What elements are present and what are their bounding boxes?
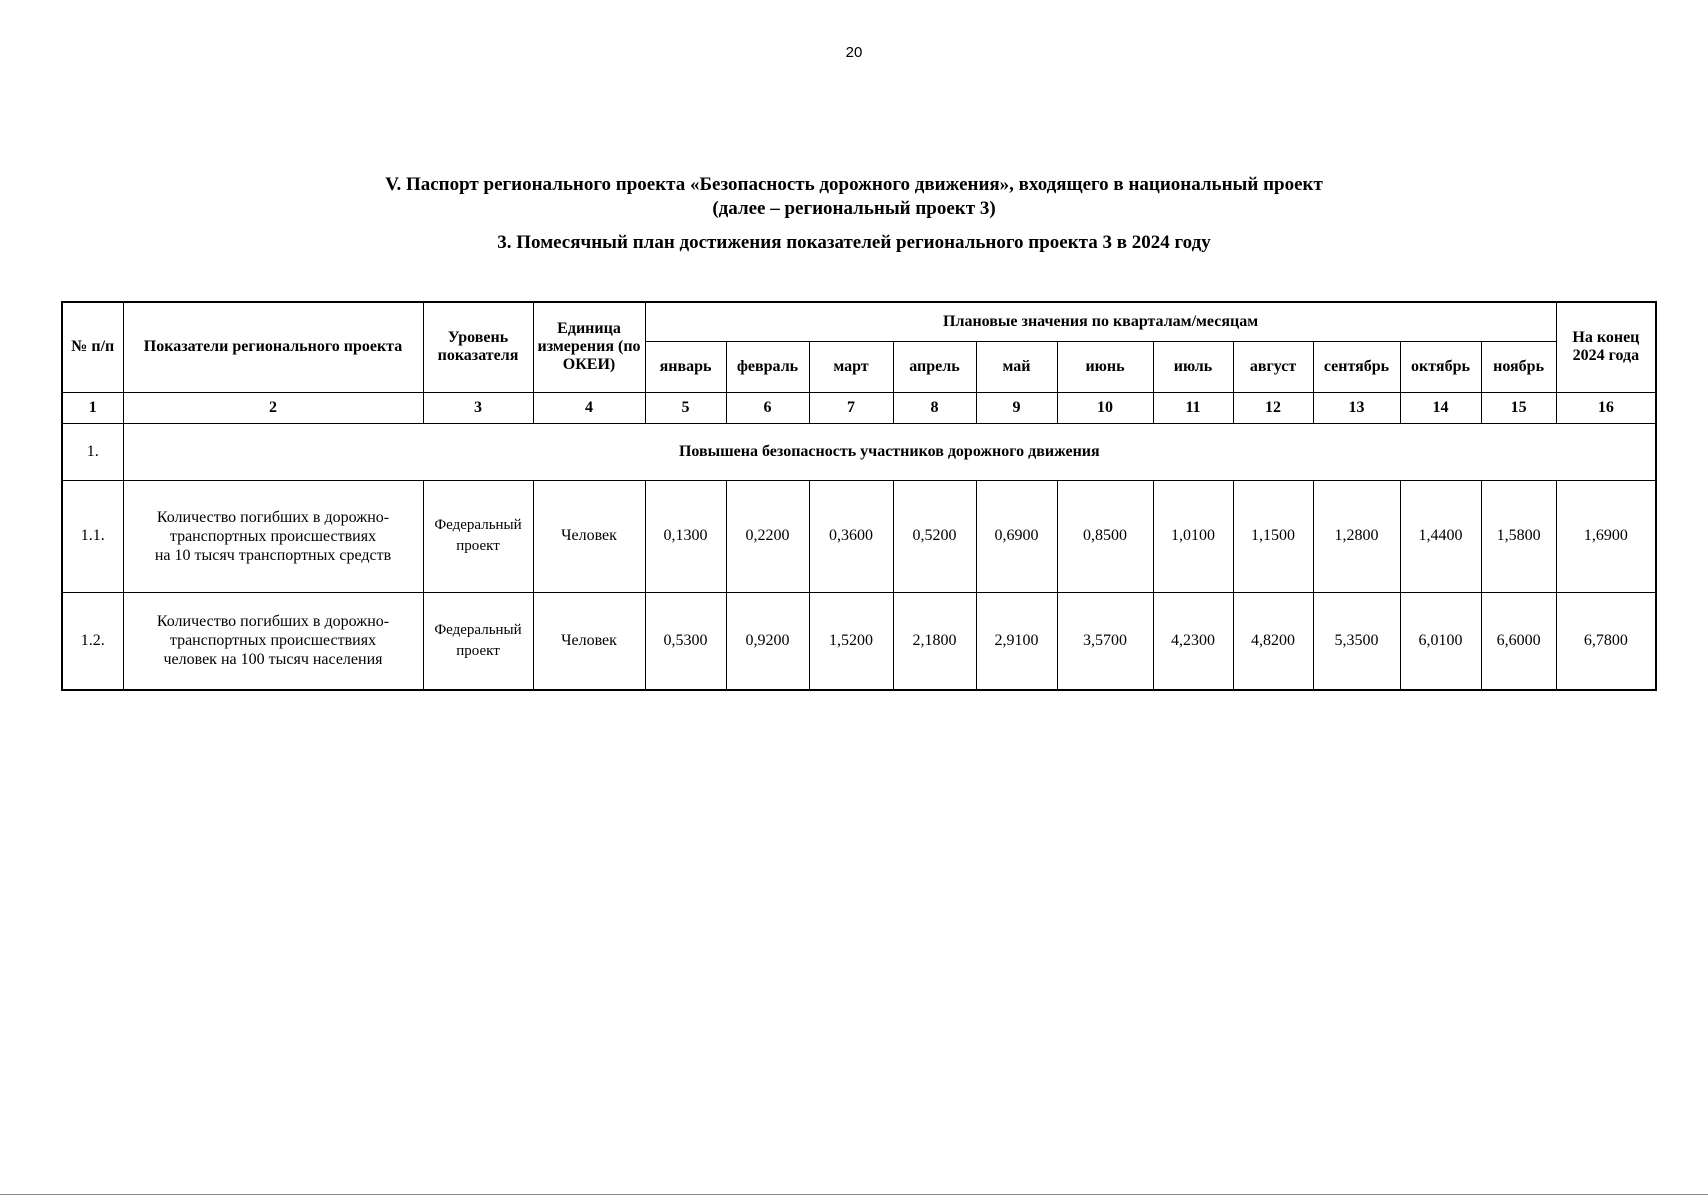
level-line: Федеральный <box>434 517 522 533</box>
month-value: 0,5300 <box>645 592 726 690</box>
month-value: 0,1300 <box>645 480 726 592</box>
column-number: 11 <box>1153 392 1233 423</box>
row-number: 1.1. <box>62 480 123 592</box>
indicator-name-line: транспортных происшествиях <box>169 527 377 545</box>
column-number: 7 <box>809 392 893 423</box>
column-number: 12 <box>1233 392 1313 423</box>
indicator-name-line: Количество погибших в дорожно- <box>156 613 390 631</box>
indicators-table <box>61 301 1657 691</box>
month-header: июнь <box>1057 341 1153 392</box>
page-number: 20 <box>845 44 863 61</box>
indicator-name-line: человек на 100 тысяч населения <box>163 651 383 669</box>
column-number: 5 <box>645 392 726 423</box>
month-value: 0,8500 <box>1057 480 1153 592</box>
column-number: 8 <box>893 392 976 423</box>
month-header: февраль <box>726 341 809 392</box>
month-value: 6,6000 <box>1481 592 1556 690</box>
month-value: 5,3500 <box>1313 592 1400 690</box>
column-number: 2 <box>123 392 423 423</box>
month-value: 0,9200 <box>726 592 809 690</box>
row-number: 1.2. <box>62 592 123 690</box>
month-value: 4,8200 <box>1233 592 1313 690</box>
month-header: март <box>809 341 893 392</box>
end-of-year-value: 6,7800 <box>1556 592 1656 690</box>
header-no: № п/п <box>62 302 123 392</box>
month-value: 6,0100 <box>1400 592 1481 690</box>
end-of-year-value: 1,6900 <box>1556 480 1656 592</box>
month-value: 0,5200 <box>893 480 976 592</box>
header-planned: Плановые значения по кварталам/месяцам <box>645 302 1556 341</box>
table-row <box>62 592 1656 690</box>
title-line-1: V. Паспорт регионального проекта «Безопасность дорожного движения», входящего в национальный проект <box>385 174 1323 195</box>
column-number: 15 <box>1481 392 1556 423</box>
indicator-unit: Человек <box>533 480 645 592</box>
column-number: 10 <box>1057 392 1153 423</box>
header-level: Уровень показателя <box>423 302 533 392</box>
indicator-unit: Человек <box>533 592 645 690</box>
month-value: 1,5200 <box>809 592 893 690</box>
month-value: 0,6900 <box>976 480 1057 592</box>
month-header: октябрь <box>1400 341 1481 392</box>
month-header: апрель <box>893 341 976 392</box>
section-row <box>62 423 1656 480</box>
header-end: На конец 2024 года <box>1556 302 1656 392</box>
column-number: 13 <box>1313 392 1400 423</box>
header-indicator: Показатели регионального проекта <box>123 302 423 392</box>
section-number: 1. <box>62 423 123 480</box>
header-row <box>62 302 1656 341</box>
level-line: проект <box>456 642 500 659</box>
column-number: 16 <box>1556 392 1656 423</box>
month-value: 2,1800 <box>893 592 976 690</box>
indicator-name <box>123 592 423 690</box>
month-header: январь <box>645 341 726 392</box>
month-header: сентябрь <box>1313 341 1400 392</box>
indicator-level <box>423 592 533 690</box>
month-value: 2,9100 <box>976 592 1057 690</box>
section-title: Повышена безопасность участников дорожного движения <box>123 423 1656 480</box>
title-block <box>0 173 1708 255</box>
indicator-name <box>123 480 423 592</box>
level-line: Федеральный <box>434 621 522 638</box>
header-unit: Единица измерения (по ОКЕИ) <box>533 302 645 392</box>
column-number: 4 <box>533 392 645 423</box>
indicator-name-line: Количество погибших в дорожно- <box>156 508 390 526</box>
column-number: 3 <box>423 392 533 423</box>
month-value: 1,4400 <box>1400 480 1481 592</box>
column-number: 14 <box>1400 392 1481 423</box>
indicator-level <box>423 480 533 592</box>
month-value: 1,0100 <box>1153 480 1233 592</box>
month-header: ноябрь <box>1481 341 1556 392</box>
month-value: 1,5800 <box>1481 480 1556 592</box>
month-value: 0,3600 <box>809 480 893 592</box>
indicator-name-line: транспортных происшествиях <box>169 632 377 650</box>
table-row <box>62 480 1656 592</box>
indicator-name-line: на 10 тысяч транспортных средств <box>154 546 392 564</box>
title-line-2: (далее – региональный проект 3) <box>712 198 996 219</box>
month-header: июль <box>1153 341 1233 392</box>
subtitle: 3. Помесячный план достижения показателей регионального проекта 3 в 2024 году <box>497 232 1211 253</box>
month-value: 1,2800 <box>1313 480 1400 592</box>
scan-edge-line <box>0 1194 1708 1195</box>
month-value: 3,5700 <box>1057 592 1153 690</box>
column-number: 1 <box>62 392 123 423</box>
month-value: 0,2200 <box>726 480 809 592</box>
month-header: август <box>1233 341 1313 392</box>
month-value: 4,2300 <box>1153 592 1233 690</box>
level-line: проект <box>456 538 500 554</box>
column-number: 9 <box>976 392 1057 423</box>
month-header: май <box>976 341 1057 392</box>
column-number: 6 <box>726 392 809 423</box>
month-value: 1,1500 <box>1233 480 1313 592</box>
column-numbers-row <box>62 392 1656 423</box>
